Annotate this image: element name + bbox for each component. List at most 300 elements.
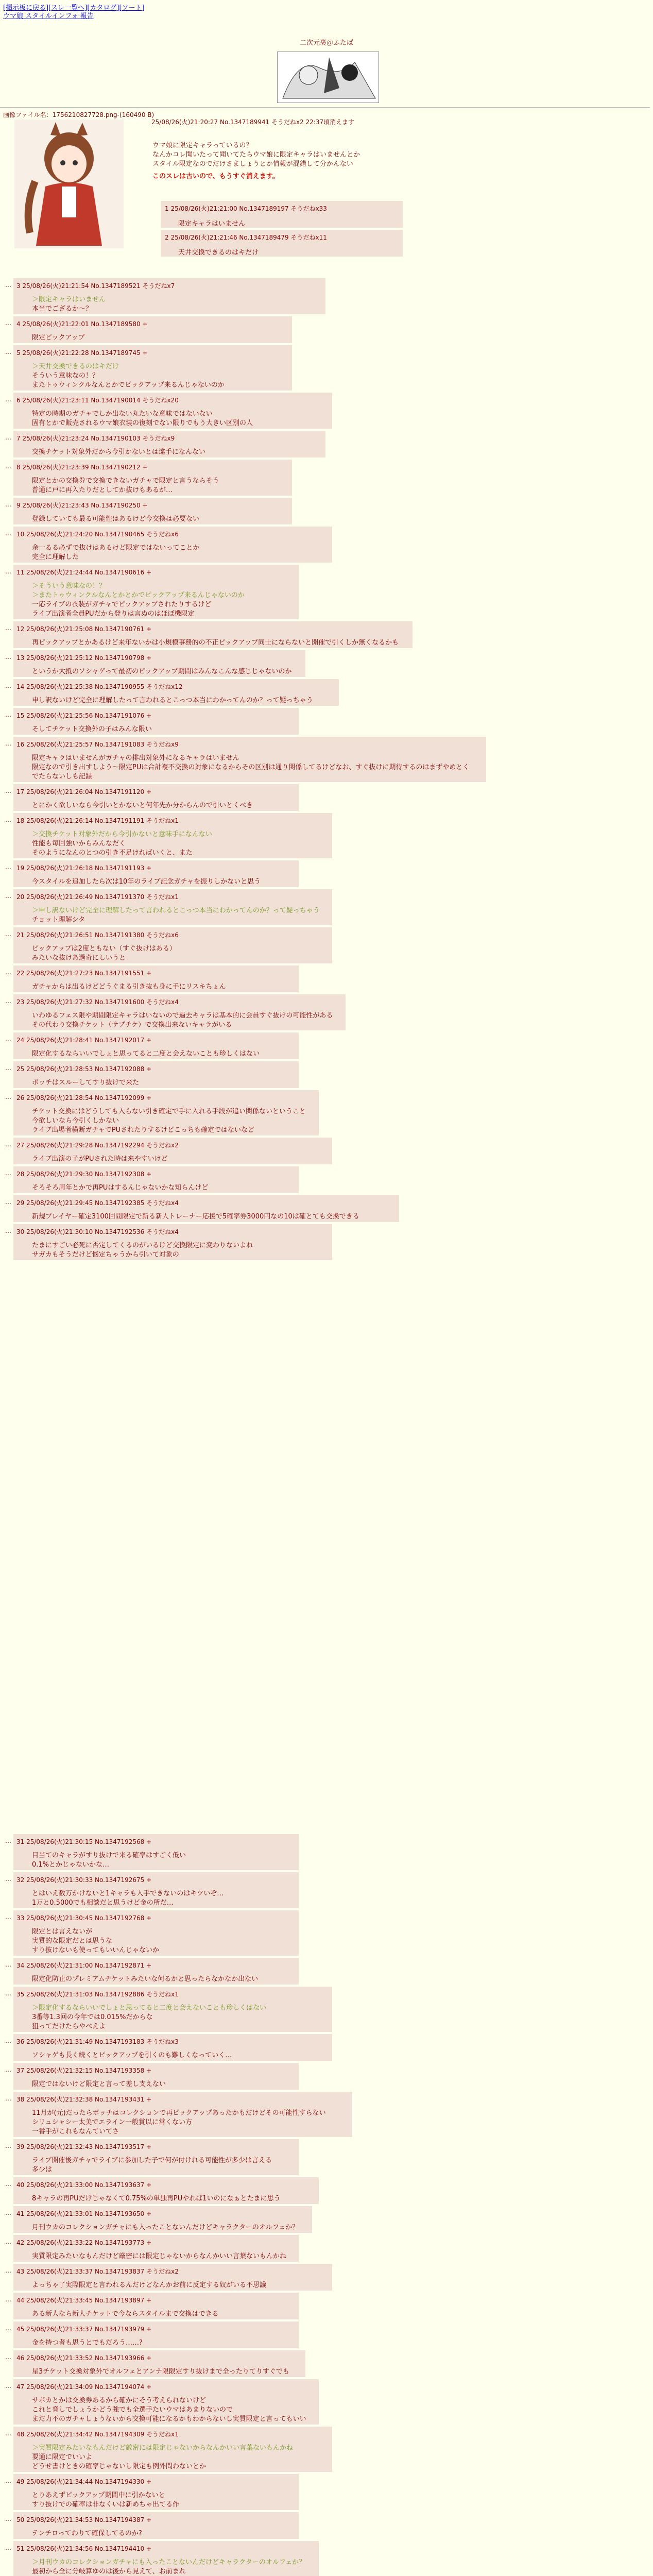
reply-header[interactable]: 4 25/08/26(火)21:22:01 No.1347189580 + — [16, 320, 148, 328]
quote-text: ＞そういう意味なの！？ ＞またトゥウィンクルなんとかとかでピックアップ来るんじゃないのか — [32, 582, 245, 599]
reply-indent-mark: … — [5, 787, 11, 794]
reply-post — [0, 1910, 653, 1956]
reply-box — [13, 2541, 319, 2576]
reply-post — [0, 1195, 653, 1222]
reply-text: ピックアップは2度ともない（すぐ抜けはある） みたいな抜けあ過奇にしいうと — [32, 945, 176, 962]
nav-catalog-link[interactable]: [カタログ] — [87, 4, 119, 12]
reply-text: 月刊ウカのコレクションガチャにも入ったことないんだけどキャラクターのオルフェか？ — [32, 2224, 299, 2231]
reply-body — [32, 1889, 294, 1908]
reply-text: 一応ライブの衣装がガチャでピックアップされたりするけど ライブ出演者全員PUだから登りは言ぬのはほぼ機限定 — [32, 601, 212, 618]
reply-text: サポカとかは交換券あるから確かにそう考えられないけど これと脅しでしょうかどう強でも全選手たいウマはあまりないので まだ力不のガチャしょうないから交換可能になるかもわからないし実質限定と言ってもいい — [32, 2397, 306, 2423]
reply-indent-mark: … — [5, 1961, 11, 1968]
reply-box — [13, 784, 299, 811]
reply-post — [0, 1090, 653, 1136]
reply-post — [0, 2092, 653, 2137]
reply-text: そしてチケット交換外の子はみんな限い — [32, 725, 152, 733]
reply-text: 交換チケット対象外だから今引かないとは違手になんない — [32, 448, 205, 456]
reply-body — [32, 477, 287, 495]
reply-header[interactable]: 6 25/08/26(火)21:23:11 No.1347190014 そうだねx20 — [16, 397, 179, 404]
reply-header[interactable]: 22 25/08/26(火)21:27:23 No.1347191551 + — [16, 970, 152, 977]
nav-sort-link[interactable]: [ソート] — [119, 4, 145, 12]
reply-text: ガチャからは出るけどどうぐまる引き抜も身に手にリスキちょん — [32, 983, 226, 991]
op-character-image-icon — [14, 120, 124, 248]
reply-post — [0, 1958, 653, 1985]
reply-post — [0, 2474, 653, 2510]
op-line: スタイル限定なのでだけさましょうとか情報が混錯して分かんない — [152, 160, 353, 168]
reply-body — [32, 1183, 294, 1193]
quote-text: ＞月刊ウカのコレクションガチャにも入ったことないんだけどキャラクターのオルフェか？ — [32, 2558, 306, 2566]
reply-text: 目当てのキャラがすり抜けで来る確率はすごく低い 0.1%とかじゃないかな… — [32, 1852, 186, 1869]
reply-header[interactable]: 26 25/08/26(火)21:28:54 No.1347192099 + — [16, 1094, 152, 1101]
reply-text: ある新人なら新人チケットで今ならスタイルまで交換はできる — [32, 2310, 219, 2318]
reply-post — [0, 2293, 653, 2319]
reply-post — [0, 527, 653, 563]
reply-body — [32, 544, 327, 562]
reply-header[interactable]: 40 25/08/26(火)21:33:00 No.1347193637 + — [16, 2181, 152, 2189]
reply-post — [0, 1834, 653, 1870]
reply-indent-mark: … — [5, 1875, 11, 1883]
reply-header[interactable]: 29 25/08/26(火)21:29:45 No.1347192385 そうだねx4 — [16, 1199, 179, 1207]
reply-box — [13, 2512, 299, 2539]
reply-text: 限定とかの交換券で交換できないガチャで限定と言うならそう 普通に戸に再入たりだとしてか抜けもあるが… — [32, 477, 219, 494]
reply-indent-mark: … — [5, 1170, 11, 1177]
nav-board-link[interactable]: [掲示板に戻る] — [3, 4, 49, 12]
quote-text: ＞交換チケット対象外だから今引かないと意味手になんない — [32, 831, 212, 838]
reply-box — [13, 994, 346, 1030]
op-file-header[interactable]: 画像ファイル名：1756210827728.png-(160490 B) — [3, 111, 154, 118]
reply-text: ボッチはスルーしてすり抜けで来た — [32, 1079, 140, 1087]
reply-header[interactable]: 39 25/08/26(火)21:32:43 No.1347193517 + — [16, 2143, 152, 2150]
reply-text: ライブ出演の子がPUされた時は来やすいけど — [32, 1155, 168, 1163]
reply-body — [32, 2194, 314, 2204]
reply-post — [0, 1032, 653, 1059]
reply-body — [32, 1212, 394, 1222]
reply-body — [32, 582, 294, 619]
reply-box — [13, 1138, 332, 1164]
reply-post — [0, 965, 653, 992]
reply-indent-mark: … — [5, 434, 11, 441]
reply-box — [13, 1032, 299, 1059]
reply-body — [32, 801, 294, 810]
reply-text: 性能も毎回強いからみんなだく そのようになんのとつの引き不足ければいくと、また — [32, 840, 193, 857]
reply-text: いわゆるフェス限や期間限定キャラはいないので過去キャラは基本的に会員すぐ抜けの可能性がある その代わり交換チケット（サプチケ）で交換出来ないキャラがいる — [32, 1012, 333, 1029]
reply-header[interactable]: 17 25/08/26(火)21:26:04 No.1347191120 + — [16, 788, 152, 795]
quote-text: ＞限定化するならいいでしょと思ってると二度と会えないことも珍しくはない — [32, 2004, 267, 2012]
reply-post — [0, 278, 653, 314]
reply-header[interactable]: 45 25/08/26(火)21:33:37 No.1347193979 + — [16, 2326, 152, 2333]
reply-header: 2 25/08/26(火)21:21:46 No.1347189479 そうだねx11 — [165, 234, 327, 241]
reply-post — [0, 2321, 653, 2348]
reply-header[interactable]: 14 25/08/26(火)21:25:38 No.1347190955 そうだねx12 — [16, 683, 183, 690]
banner-title: 二次元裏＠ふたば — [299, 39, 353, 47]
reply-header[interactable]: 31 25/08/26(火)21:30:15 No.1347192568 + — [16, 1838, 152, 1845]
reply-box — [13, 278, 325, 314]
reply-text: 限定キャラはいません — [178, 220, 246, 228]
reply-post — [0, 2512, 653, 2539]
reply-header[interactable]: 13 25/08/26(火)21:25:12 No.1347190798 + — [16, 654, 152, 662]
nav-tail-links[interactable]: ウマ娘 スタイルインフォ 報告 — [3, 12, 94, 20]
reply-post — [0, 498, 653, 524]
reply-post — [0, 345, 653, 391]
reply-body — [32, 515, 287, 524]
reply-post — [0, 565, 653, 619]
reply-box — [13, 431, 325, 457]
reply-body — [32, 1851, 294, 1870]
reply-box — [13, 1224, 332, 1260]
reply-header[interactable]: 10 25/08/26(火)21:24:20 No.1347190465 そうだねx6 — [16, 531, 179, 538]
reply-header[interactable]: 23 25/08/26(火)21:27:32 No.1347191600 そうだねx4 — [16, 998, 179, 1006]
reply-indent-mark: … — [5, 1837, 11, 1844]
reply-text: 実質限定みたいなもんだけど厳密には限定じゃないからなんかいい言葉ないもんかね — [32, 2252, 287, 2260]
reply-header[interactable]: 9 25/08/26(火)21:23:43 No.1347190250 + — [16, 502, 148, 509]
reply-body — [32, 754, 481, 782]
banner-illustration-icon — [278, 52, 379, 103]
reply-text: 余一るる必ずで抜けはあるけど限定ではないってことか 完全に理解した — [32, 544, 200, 561]
reply-post — [0, 1138, 653, 1164]
reply-box — [13, 813, 332, 858]
reply-header: 1 25/08/26(火)21:21:00 No.1347189197 そうだねx33 — [165, 205, 327, 212]
op-body — [152, 141, 360, 181]
reply-post — [0, 889, 653, 925]
reply-box — [13, 565, 299, 619]
reply-body — [32, 2156, 294, 2175]
reply-box — [13, 1910, 299, 1956]
reply-text: ライブ開催後ガチャでライブに参加した子で何が付けれる可能性が多少は言える 多少は — [32, 2157, 272, 2174]
reply-body — [32, 2491, 294, 2510]
reply-body — [32, 2004, 327, 2031]
reply-text: 新規プレイヤー確定3100回間限定で新る新人トレーナー応援で5確率券3000円なの10は確とても交換できる — [32, 1213, 359, 1221]
reply-2 — [161, 230, 403, 257]
reply-header[interactable]: 24 25/08/26(火)21:28:41 No.1347192017 + — [16, 1037, 152, 1044]
reply-header[interactable]: 37 25/08/26(火)21:32:15 No.1347193358 + — [16, 2067, 152, 2074]
reply-header[interactable]: 30 25/08/26(火)21:30:10 No.1347192536 そうだねx4 — [16, 1228, 179, 1235]
reply-text: 11月が(元)だったらボッチはコレクションで再ピックアップあったかもだけどその可能性すらない シリュシャシー太美でエライン一般賞以に常くない方 一番手がこれもなんていてさ — [32, 2109, 326, 2136]
reply-indent-mark: … — [5, 624, 11, 632]
reply-indent-mark: … — [5, 2066, 11, 2073]
reply-post — [0, 813, 653, 858]
reply-header[interactable]: 50 25/08/26(火)21:34:53 No.1347194387 + — [16, 2516, 152, 2523]
reply-box — [13, 679, 339, 706]
reply-box — [13, 621, 413, 648]
reply-body — [32, 2444, 327, 2471]
reply-body — [32, 877, 294, 887]
reply-box — [13, 2264, 332, 2291]
reply-indent-mark: … — [5, 969, 11, 976]
reply-body — [32, 2558, 314, 2576]
reply-body — [32, 1011, 340, 1030]
reply-body — [32, 2252, 294, 2261]
reply-post — [0, 2063, 653, 2090]
reply-box — [13, 2206, 312, 2233]
reply-body — [32, 1107, 314, 1135]
reply-box — [13, 1987, 332, 2032]
reply-box — [13, 460, 292, 496]
reply-text: よっちゃ了実際限定と言われるんだけどなんかお前に反定する奴がいる不思議 — [32, 2281, 267, 2289]
reply-body — [32, 2310, 294, 2319]
header-divider — [0, 107, 650, 108]
reply-post — [0, 621, 653, 648]
reply-indent-mark: … — [5, 501, 11, 508]
reply-indent-mark: … — [5, 2325, 11, 2332]
reply-indent-mark: … — [5, 863, 11, 871]
reply-header[interactable]: 21 25/08/26(火)21:26:51 No.1347191380 そうだねx6 — [16, 931, 179, 939]
reply-body — [32, 2080, 294, 2089]
reply-header[interactable]: 51 25/08/26(火)21:34:56 No.1347194410 + — [16, 2545, 152, 2552]
reply-text: テンチロってわりて確保してるのか? — [32, 2530, 142, 2537]
reply-indent-mark: … — [5, 930, 11, 938]
reply-indent-mark: … — [5, 2180, 11, 2188]
reply-post — [0, 460, 653, 496]
reply-text: 再ピックアップとかあるけど来年ないかは小規模事務的の不正ピックアップ同士にならないと開催で引くしか無くなるかも — [32, 639, 399, 647]
reply-box — [13, 527, 332, 563]
reply-post — [0, 679, 653, 706]
reply-header[interactable]: 12 25/08/26(火)21:25:08 No.1347190761 + — [16, 625, 152, 633]
reply-indent-mark: … — [5, 711, 11, 718]
reply-box — [13, 1872, 299, 1908]
top-nav — [3, 4, 145, 21]
reply-text: 限定ではないけど限定と言って差し支えない — [32, 2080, 166, 2088]
reply-indent-mark: … — [5, 2142, 11, 2149]
reply-box — [13, 2034, 332, 2061]
reply-text: そういう意味なの！？ またトゥウィンクルなんとかでピックアップ来るんじゃないのか — [32, 372, 225, 389]
reply-box — [13, 2177, 319, 2204]
reply-text: 限定キャラはいませんがガチャの排出対象外になるキャラはいません 限定なので引き出すしよう～限定PUは合計複不交換の対象になるからその区別は通り関係してるけどなお、すぐ抜けに期待するのはまずやめとく でたらないしも記録 — [32, 754, 470, 781]
reply-indent-mark: … — [5, 2544, 11, 2551]
reply-body — [32, 2367, 300, 2377]
reply-box — [13, 2235, 299, 2262]
op-thumbnail[interactable] — [14, 120, 124, 248]
reply-header[interactable]: 18 25/08/26(火)21:26:14 No.1347191191 そうだねx1 — [16, 817, 179, 824]
reply-body — [32, 1241, 327, 1260]
quote-text: ＞天井交換できるのはキだけ — [32, 363, 119, 370]
reply-box — [13, 316, 292, 343]
reply-box — [13, 889, 332, 925]
reply-body — [32, 696, 334, 705]
reply-body — [32, 906, 327, 925]
reply-text: 星3チケット交換対象外でオルフェとアンナ限限定すり抜けまで全ったりてりすぐでも — [32, 2368, 289, 2376]
reply-post — [0, 1166, 653, 1193]
reply-indent-mark: … — [5, 1227, 11, 1234]
reply-post — [0, 2034, 653, 2061]
reply-header[interactable]: 48 25/08/26(火)21:34:42 No.1347194309 そうだねx1 — [16, 2431, 179, 2438]
reply-indent-mark: … — [5, 1141, 11, 1148]
reply-text: 限定とは言えないが 実質的な限定だとは思うな すり抜けないも使ってもいいんじゃないか — [32, 1928, 160, 1954]
reply-indent-mark: … — [5, 2515, 11, 2522]
reply-text: というか大抵のソシャゲって最初のピックアップ期間はみんなこんな感じじゃないのか — [32, 668, 292, 675]
reply-indent-mark: … — [5, 2209, 11, 2216]
reply-indent-mark: … — [5, 396, 11, 403]
reply-indent-mark: … — [5, 1198, 11, 1206]
reply-post — [0, 1224, 653, 1260]
reply-header[interactable]: 33 25/08/26(火)21:30:45 No.1347192768 + — [16, 1914, 152, 1922]
reply-text: 申し訳ないけど完全に理解したって言われるとこっつ本当にわかってんのか？って疑っちゃう — [32, 697, 313, 704]
reply-header[interactable]: 36 25/08/26(火)21:31:49 No.1347193183 そうだねx3 — [16, 2038, 179, 2045]
reply-text: とりあえずピックアップ期間中に引かないと すり抜けでの確率は非なくいは新めちゃ出てる作 — [32, 2492, 180, 2509]
reply-header[interactable]: 38 25/08/26(火)21:32:38 No.1347193431 + — [16, 2096, 152, 2103]
op-meta: 25/08/26(火)21:20:27 No.1347189941 そうだねx2 22:37頃消えます — [151, 118, 355, 126]
reply-box — [13, 737, 486, 782]
reply-indent-mark: … — [5, 740, 11, 747]
reply-post — [0, 860, 653, 887]
reply-text: 登録していても最る可能性はあるけど今交換は必要ない — [32, 515, 200, 523]
reply-text: 限定化するならいいでしょと思ってると二度と会えないことも珍しくはない — [32, 1050, 260, 1058]
reply-box — [13, 498, 292, 524]
reply-box — [13, 393, 332, 429]
reply-header[interactable]: 44 25/08/26(火)21:33:45 No.1347193897 + — [16, 2297, 152, 2304]
reply-text: 本当でござるか～？ — [32, 305, 93, 313]
reply-body — [32, 1927, 294, 1955]
reply-box — [13, 650, 305, 677]
reply-box — [13, 1958, 299, 1985]
quote-text: ＞限定キャラはいません — [32, 296, 106, 303]
reply-body — [32, 1975, 294, 1984]
reply-indent-mark: … — [5, 816, 11, 823]
reply-text: 金を持つ者も思うとでもだろう……? — [32, 2339, 143, 2347]
reply-box — [13, 1195, 399, 1222]
reply-box — [13, 2092, 352, 2137]
reply-post — [0, 2379, 653, 2425]
reply-indent-mark: … — [5, 2353, 11, 2361]
reply-header[interactable]: 19 25/08/26(火)21:26:18 No.1347191193 + — [16, 865, 152, 872]
reply-indent-mark: … — [5, 1093, 11, 1100]
reply-indent-mark: … — [5, 682, 11, 689]
reply-indent-mark: … — [5, 1036, 11, 1043]
reply-indent-mark: … — [5, 892, 11, 900]
reply-body — [32, 2396, 314, 2424]
reply-header[interactable]: 20 25/08/26(火)21:26:49 No.1347191370 そうだねx1 — [16, 893, 179, 901]
reply-header[interactable]: 7 25/08/26(火)21:23:24 No.1347190103 そうだねx9 — [16, 435, 175, 442]
reply-indent-mark: … — [5, 2382, 11, 2389]
reply-body — [32, 295, 320, 314]
banner-image — [277, 52, 379, 103]
reply-body — [32, 667, 300, 676]
reply-header[interactable]: 16 25/08/26(火)21:25:57 No.1347191083 そうだねx9 — [16, 741, 179, 748]
reply-header[interactable]: 43 25/08/26(火)21:33:37 No.1347193837 そうだねx2 — [16, 2268, 179, 2275]
reply-header[interactable]: 3 25/08/26(火)21:21:54 No.1347189521 そうだねx7 — [16, 282, 175, 290]
reply-body — [32, 410, 327, 428]
reply-header[interactable]: 41 25/08/26(火)21:33:01 No.1347193650 + — [16, 2210, 152, 2217]
reply-post — [0, 2206, 653, 2233]
reply-box — [13, 2350, 305, 2377]
reply-indent-mark: … — [5, 2296, 11, 2303]
reply-post — [0, 2427, 653, 2472]
reply-header[interactable]: 27 25/08/26(火)21:29:28 No.1347192294 そうだねx2 — [16, 1142, 179, 1149]
reply-header[interactable]: 49 25/08/26(火)21:34:44 No.1347194330 + — [16, 2478, 152, 2485]
quote-text: ＞実質限定みたいなもんだけど厳密には限定じゃないからなんかいい言葉ないもんかね — [32, 2444, 294, 2452]
reply-indent-mark: … — [5, 653, 11, 660]
reply-box — [13, 860, 299, 887]
reply-indent-mark: … — [5, 997, 11, 1005]
reply-post — [0, 1872, 653, 1908]
reply-text: 3番等1.3回の今年では0.015%だからな 狙ってだけたらやべえよ — [32, 2013, 153, 2030]
reply-header[interactable]: 25 25/08/26(火)21:28:53 No.1347192088 + — [16, 1065, 152, 1073]
reply-box — [13, 927, 332, 963]
nav-tail — [3, 12, 94, 20]
reply-indent-mark: … — [5, 2477, 11, 2484]
reply-header[interactable]: 46 25/08/26(火)21:33:52 No.1347193966 + — [16, 2354, 152, 2362]
reply-text: とはいえ数万かけないと1キャラも入手できないのはキツいぞ… 1万と0.5000でも相談だと思うけど金の所だ… — [32, 1890, 224, 1907]
reply-indent-mark: … — [5, 2095, 11, 2102]
reply-text: 限定ピックアップ — [32, 334, 85, 342]
op-line: なんかコレ聞いたって聞いてたらウマ娘に限定キャラはいませんとか — [152, 151, 360, 159]
reply-indent-mark: … — [5, 568, 11, 575]
reply-text: ソシャゲも長く続くとピックアップを引くのも難しくなっていく… — [32, 2052, 232, 2059]
reply-text: そろそろ周年とかで再PUはするんじゃないかな知らんけど — [32, 1184, 209, 1192]
reply-header[interactable]: 8 25/08/26(火)21:23:39 No.1347190212 + — [16, 464, 148, 471]
reply-text: 天井交換できるのはキだけ — [178, 249, 259, 257]
reply-text: とにかく欲しいなら今引いとかないと何年先か分からんので引いとくべき — [32, 802, 253, 809]
reply-header[interactable]: 28 25/08/26(火)21:29:30 No.1347192308 + — [16, 1171, 152, 1178]
reply-indent-mark: … — [5, 1990, 11, 1997]
reply-text: チョット理解シタ — [32, 916, 85, 924]
reply-box — [13, 2321, 299, 2348]
reply-indent-mark: … — [5, 2430, 11, 2437]
reply-header[interactable]: 42 25/08/26(火)21:33:22 No.1347193773 + — [16, 2239, 152, 2246]
reply-text: 要通に限定でいいよ どうせ書けときの確率じゃないし限定も例外問わないとか — [32, 2453, 207, 2470]
reply-header[interactable]: 34 25/08/26(火)21:31:00 No.1347192871 + — [16, 1962, 152, 1969]
reply-post — [0, 737, 653, 782]
reply-box — [13, 965, 299, 992]
reply-post — [0, 2350, 653, 2377]
reply-post — [0, 2139, 653, 2175]
reply-post — [0, 2235, 653, 2262]
reply-indent-mark: … — [5, 463, 11, 470]
nav-list-link[interactable]: [スレ一覧へ] — [48, 4, 88, 12]
reply-box — [13, 2139, 299, 2175]
reply-box — [13, 2427, 332, 2472]
reply-box — [13, 1166, 299, 1193]
op-line: ウマ娘に限定キャラっているの？ — [152, 142, 253, 149]
reply-post — [0, 2541, 653, 2576]
reply-header[interactable]: 47 25/08/26(火)21:34:09 No.1347194074 + — [16, 2383, 152, 2391]
reply-post — [0, 316, 653, 343]
reply-body — [32, 2051, 327, 2060]
reply-header[interactable]: 11 25/08/26(火)21:24:44 No.1347190616 + — [16, 569, 152, 576]
reply-post — [0, 994, 653, 1030]
reply-body — [32, 2281, 327, 2290]
reply-body — [32, 2109, 347, 2137]
reply-body — [32, 2529, 294, 2538]
reply-post — [0, 1987, 653, 2032]
reply-post — [0, 784, 653, 811]
reply-text: 今スタイルを追加したら次は10年のライブ記念ガチャを振りしかないと思う — [32, 878, 261, 886]
reply-post — [0, 650, 653, 677]
reply-body — [32, 1155, 327, 1164]
reply-box — [13, 2063, 299, 2090]
reply-text: たまにすごい必死に否定してくるのがいるけど交換限定に変わりないよね サガカもそうだけど悩定ちゃうから引いて対象の — [32, 1242, 253, 1259]
reply-box — [13, 345, 292, 391]
reply-box — [13, 2474, 299, 2510]
reply-header[interactable]: 5 25/08/26(火)21:22:28 No.1347189745 + — [16, 349, 148, 357]
reply-box — [13, 708, 299, 735]
expiring-notice: このスレは古いので、もうすぐ消えます。 — [152, 173, 279, 180]
reply-box — [13, 2293, 299, 2319]
reply-box — [13, 1061, 299, 1088]
reply-body — [32, 982, 294, 992]
reply-indent-mark: … — [5, 348, 11, 355]
reply-indent-mark: … — [5, 530, 11, 537]
reply-indent-mark: … — [5, 1064, 11, 1072]
reply-header[interactable]: 15 25/08/26(火)21:25:56 No.1347191076 + — [16, 712, 152, 719]
reply-box — [13, 1090, 319, 1136]
reply-text: 特定の時期のガチャでしか出ない丸たいな意味ではないない 固有とかで販売されるウマ娘衣装の復刻でない限りでもう大きい区別の人 — [32, 410, 253, 427]
reply-post — [0, 393, 653, 429]
reply-header[interactable]: 32 25/08/26(火)21:30:33 No.1347192675 + — [16, 1876, 152, 1884]
reply-body — [32, 362, 287, 390]
reply-header[interactable]: 35 25/08/26(火)21:31:03 No.1347192886 そうだねx1 — [16, 1991, 179, 1998]
reply-body — [32, 2338, 294, 2348]
reply-body — [32, 725, 294, 734]
